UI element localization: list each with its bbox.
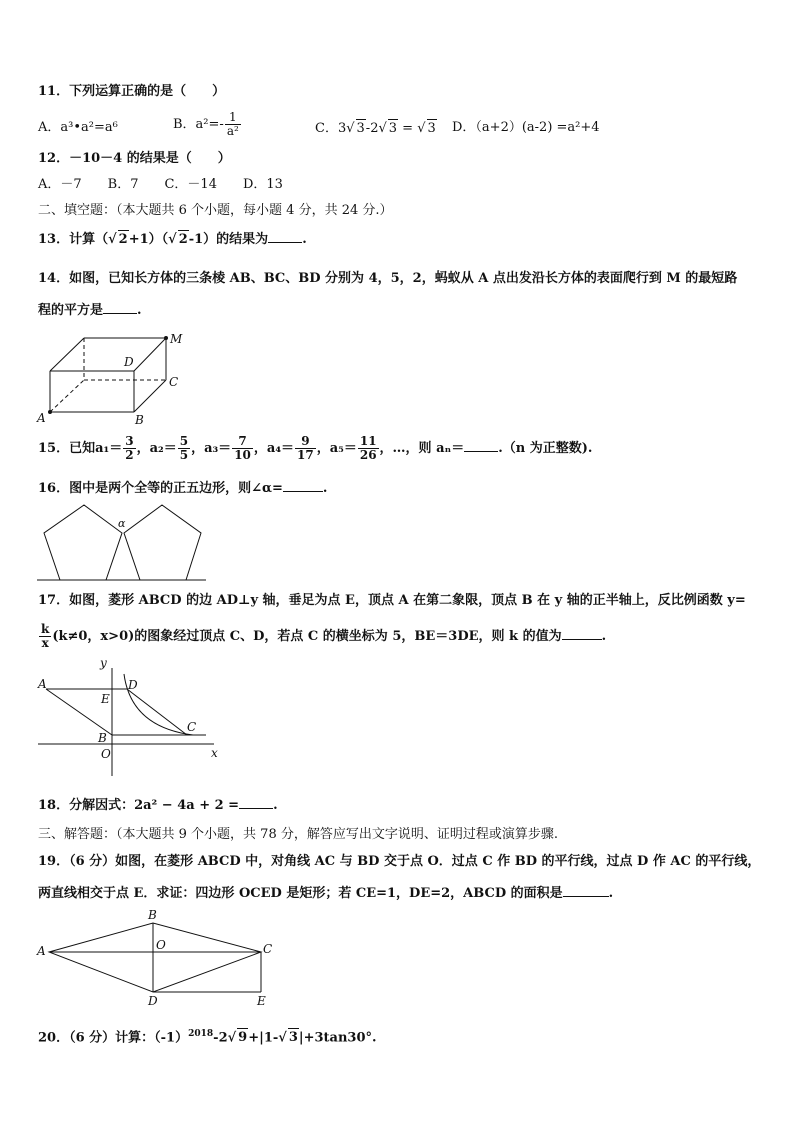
q15-f3n: 7 (232, 435, 253, 449)
q19-end: . (608, 886, 614, 901)
q13: 13．计算（√ 2+1）（√ 2-1）的结果为 . (38, 232, 307, 247)
graph-label-y: y (100, 656, 107, 670)
q15-a4: ，a₄＝ (253, 441, 295, 456)
q20-mid: -2 (213, 1030, 228, 1046)
rhombus-label-e: E (257, 994, 266, 1008)
q15-f2d: 5 (179, 448, 189, 462)
q20-r1: 9 (238, 1030, 248, 1046)
graph-label-c: C (187, 720, 197, 734)
q14-end: . (137, 303, 142, 318)
q20-r2: 3 (288, 1030, 298, 1046)
q11-c-r3: 3 (427, 121, 436, 136)
q13-pre: 13．计算（ (38, 232, 109, 247)
q15-a2: ，a₂＝ (136, 441, 177, 456)
q11-c-r1: 3 (356, 121, 365, 136)
q13-end: . (302, 232, 307, 247)
q16-end: . (322, 481, 328, 496)
q17-fn: k (41, 622, 50, 636)
q11-b-num: 1 (225, 111, 241, 125)
rhombus-label-c: C (263, 942, 273, 956)
pentagon-label-alpha: α (118, 517, 126, 530)
q15-f5d: 26 (359, 448, 377, 462)
q15-f1d: 2 (125, 448, 134, 462)
q19-line2-text: 两直线相交于点 E．求证：四边形 OCED 是矩形；若 CE=1，DE=2，ABCD 的面积是 (38, 886, 563, 901)
q11-b-den: a² (226, 124, 239, 138)
q16-text: 16．图中是两个全等的正五边形，则∠α= (38, 481, 283, 496)
q11-c-r2: 3 (388, 121, 398, 136)
q11-c-pre: C．3 (315, 121, 347, 136)
q11-c-mid: -2 (365, 121, 379, 136)
q14-line2-text: 程的平方是 (38, 303, 104, 318)
q11-option-b-label: B．a²=- (173, 117, 224, 132)
graph-label-e: E (101, 692, 110, 706)
q20: 20．（6 分）计算：$(-1)^{2018}-2√$ 9+|1-√ 3|+3tan30°. (38, 1029, 377, 1046)
cuboid-label-a: A (37, 411, 46, 425)
q13-post: -1）的结果为 (188, 232, 269, 247)
section-3-heading: 三、解答题：（本大题共 9 个小题，共 78 分，解答应写出文字说明、证明过程或演算步骤. (38, 827, 558, 842)
q11-option-d: D．（a+2）(a-2) =a²+4 (452, 120, 600, 135)
q15-a3: ，a₃＝ (191, 441, 232, 456)
cuboid-label-c: C (169, 375, 179, 389)
q15-a1: a₁＝ (95, 441, 123, 456)
graph-label-x: x (211, 746, 218, 760)
q18-end: . (273, 798, 278, 813)
q15-pre: 15．已知 (38, 441, 96, 456)
q15-f4n: 9 (295, 435, 316, 449)
q17-end: . (601, 629, 607, 644)
q15-post: ，…，则 aₙ＝ (379, 441, 465, 456)
q19-line1: 19．（6 分）如图，在菱形 ABCD 中，对角线 AC 与 BD 交于点 O．过点 C 作 BD 的平行线，过点 D 作 AC 的平行线， (38, 854, 761, 869)
q14-line1: 14．如图，已知长方体的三条棱 AB、BC、BD 分别为 4，5，2，蚂蚁从 A 点出发沿长方体的表面爬行到 M 的最短路 (38, 271, 738, 286)
rhombus-label-d: D (148, 994, 158, 1008)
q15-f4d: 17 (297, 448, 314, 462)
graph-label-a: A (38, 677, 47, 691)
graph-label-o: O (101, 747, 111, 761)
graph-label-b: B (98, 731, 107, 745)
q11-option-c: C．3√ 3-2√ 3 = √ 3 (315, 121, 436, 136)
rhombus-label-o: O (156, 938, 166, 952)
q13-r1: 2 (118, 232, 128, 247)
q12-stem: 12．－10－4 的结果是（ ） (38, 151, 231, 166)
q12-options: A．－7 B．7 C．－14 D．13 (38, 177, 283, 192)
q15-f2n: 5 (179, 434, 189, 448)
q20-pre: 20．（6 分）计算：（-1） (38, 1030, 189, 1046)
graph-label-d: D (128, 678, 138, 692)
q15-f1n: 3 (125, 434, 134, 448)
q17-line1: 17．如图，菱形 ABCD 的边 AD⊥y 轴，垂足为点 E，顶点 A 在第二象限，顶点 B 在 y 轴的正半轴上，反比例函数 y= (38, 593, 746, 608)
q15-a5: ，a₅＝ (316, 441, 357, 456)
q20-exp: 2018 (188, 1029, 214, 1039)
q17-fd: x (41, 636, 49, 650)
q13-mid: +1）（ (128, 232, 169, 247)
q17-line2-text: (k≠0，x>0)的图象经过顶点 C、D，若点 C 的横坐标为 5，BE＝3DE，则 k 的值为 (52, 629, 562, 644)
q15-end: .（n 为正整数). (498, 441, 593, 456)
rhombus-label-a: A (37, 944, 46, 958)
q11-option-a: A．a³•a²=a⁶ (38, 120, 118, 135)
q20-post: |+3tan30°. (298, 1030, 377, 1046)
section-2-heading: 二、填空题：（本大题共 6 个小题，每小题 4 分，共 24 分.） (38, 203, 393, 218)
q11-stem: 11．下列运算正确的是（ ） (38, 84, 226, 99)
q13-r2: 2 (178, 232, 188, 247)
q15-f5n: 11 (359, 434, 377, 448)
rhombus-abcd (49, 923, 261, 992)
q20-mid2: +|1- (248, 1030, 279, 1046)
rhombus-label-b: B (148, 908, 157, 922)
q18-pre: 18．分解因式：2a² − 4a + 2 = (38, 798, 240, 813)
q11-c-eq: = (398, 121, 418, 136)
cuboid-label-m: M (170, 332, 183, 346)
q15-f3d: 10 (234, 448, 251, 462)
cuboid-label-d: D (124, 355, 134, 369)
cuboid-label-b: B (135, 413, 144, 427)
